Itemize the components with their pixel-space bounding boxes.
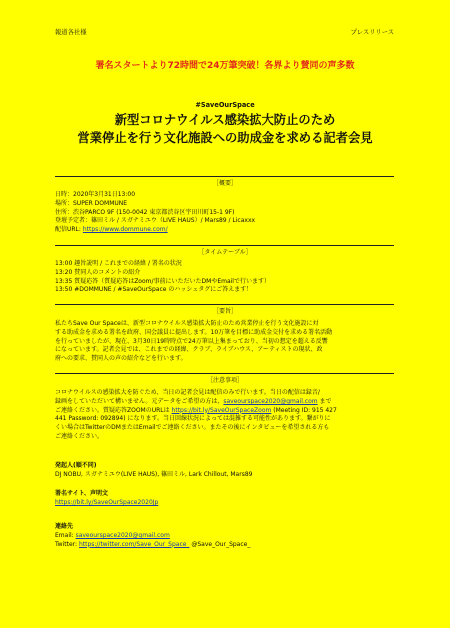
notes-line: コロナウイルスの感染拡大を防ぐため、当日の記者会見は配信のみで行います。当日の配信は録音/ <box>55 389 320 396</box>
petition-heading: 署名サイト、声明文 <box>55 490 109 497</box>
stream-link[interactable]: https://www.dommune.com/ <box>82 226 168 234</box>
recipient-label: 報道各社様 <box>55 29 87 36</box>
notes-line: 441 Password: 092894) になります。当日回線状況によっては混雑する可能性があります。繋がりに <box>55 415 331 423</box>
summary-line: 私たちSave Our Spaceは、新型コロナウイルス感染拡大防止のため営業停止を行う文化施設に対 <box>55 320 319 327</box>
contact-email-link[interactable]: saveourspace2020@gmail.com <box>223 397 318 405</box>
contact-heading: 連絡先 <box>55 523 74 530</box>
twitter-handle: @Save_Our_Space_ <box>189 540 251 548</box>
summary-section <box>55 320 394 364</box>
stream-label: 配信URL: <box>55 226 83 234</box>
petition-link[interactable]: https://bit.ly/SaveOurSpace2020Jp <box>55 498 159 506</box>
overview-address: 住所：渋谷PARCO 9F (150-0042 東京都渋谷区宇田川町15-1 9F) <box>55 208 235 216</box>
document-type-label: プレスリリース <box>350 29 394 36</box>
divider <box>55 176 394 177</box>
divider <box>55 245 394 246</box>
headline: 署名スタートより72時間で24万筆突破！各界より賛同の声多数 <box>95 61 355 71</box>
timetable-item: 13:35 質疑応答（質疑応答はZoom/事前にいただいたDMやEmailで行います） <box>55 277 270 285</box>
email-label: Email: <box>55 531 76 539</box>
overview-stream <box>55 226 394 235</box>
initiators-heading: 発起人(順不同) <box>55 462 97 469</box>
notes-line <box>55 398 394 407</box>
summary-line: を行っていましたが、現在、3月30日19時時点で24万筆以上集まっており、当初の想定を超える反響 <box>55 337 328 345</box>
summary-line: する助成金を求める署名を政府、国会議員に提出します。10万筆を目標に助成金交付を求める署名活動 <box>55 328 333 336</box>
contact-email-line <box>55 532 394 541</box>
twitter-link[interactable]: https://twitter.com/Save_Our_Space_ <box>78 540 190 548</box>
notes-section <box>55 389 394 442</box>
divider <box>55 373 394 374</box>
summary-line: 府への要求、賛同人の声の紹介などを行います。 <box>55 355 187 363</box>
timetable-item: 13:00 趣旨説明 / これまでの経緯 / 署名の状況 <box>55 260 182 267</box>
petition-section <box>55 490 394 508</box>
notes-text: ご連絡ください。質疑応答ZOOMのURLは <box>55 406 172 414</box>
page-header <box>55 29 394 38</box>
summary-line: になっています。記者会見では、これまでの経緯、クラブ、ライブハウス、アーティストの現状、政 <box>55 346 323 354</box>
notes-heading: ［注意事項］ <box>206 377 243 384</box>
timetable-item: 13:20 賛同人のコメントの紹介 <box>55 268 141 276</box>
overview-date: 日時：2020年3月31日13:00 <box>55 191 136 198</box>
zoom-link[interactable]: https://bit.ly/SaveOurSpaceZoom <box>171 406 272 414</box>
title-line-2: 営業停止を行う文化施設への助成金を求める記者会見 <box>77 131 373 145</box>
timetable-section <box>55 260 394 295</box>
overview-section <box>55 191 394 235</box>
overview-speakers: 登壇予定者：篠田ミル / スガナミユウ（LIVE HAUS）/ Mars89 / Licaxxx <box>55 217 256 225</box>
notes-text: まで <box>317 397 332 405</box>
contact-email-link[interactable]: saveourspace2020@gmail.com <box>75 531 170 539</box>
timetable-heading: ［タイムテーブル］ <box>198 249 252 256</box>
overview-heading: ［概要］ <box>212 180 237 187</box>
initiators-section <box>55 462 394 480</box>
summary-heading: ［要旨］ <box>212 308 237 315</box>
timetable-item: 13:50 #DOMMUNE / #SaveOurSpace のハッシュタグにご答えます！ <box>55 286 253 294</box>
notes-text: 録画をしていただいて構いません。元データをご希望の方は、 <box>55 397 224 405</box>
contact-twitter-line <box>55 541 394 550</box>
notes-text: (Meeting ID: 915 427 <box>271 406 337 414</box>
notes-line: ご連絡ください。 <box>55 432 104 440</box>
notes-line: くい場合はTwitterのDMまたはEmailでご連絡ください。またその後にインタビューを希望される方も <box>55 424 330 432</box>
hashtag: #SaveOurSpace <box>195 101 255 109</box>
title-line-1: 新型コロナウイルス感染拡大防止のため <box>114 113 336 127</box>
page-title <box>0 111 450 147</box>
overview-place: 場所：SUPER DOMMUNE <box>55 199 128 207</box>
twitter-label: Twitter: <box>55 540 79 548</box>
divider <box>55 304 394 305</box>
contact-section <box>55 523 394 549</box>
initiators-names: DJ NOBU, スガナミユウ(LIVE HAUS), 篠田ミル, Lark Chillout, Mars89 <box>55 470 253 478</box>
